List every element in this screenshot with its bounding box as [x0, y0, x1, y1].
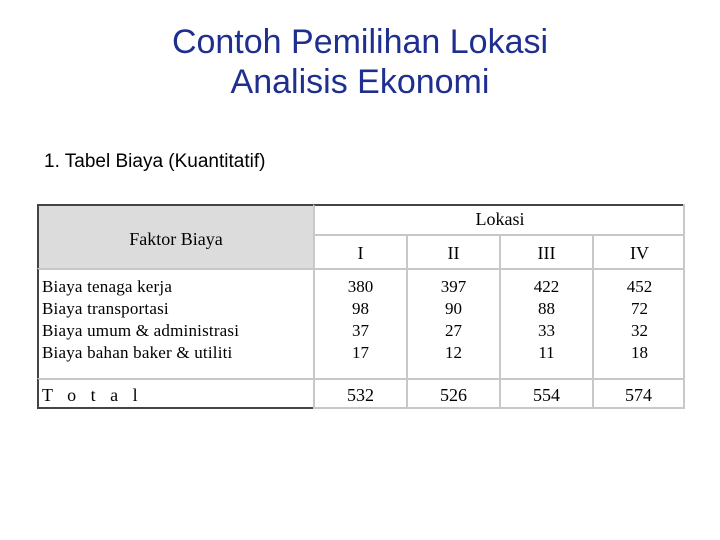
table-cell: 380 [347, 277, 374, 296]
row-label: Biaya umum & administrasi [42, 321, 240, 340]
row-label: Biaya tenaga kerja [42, 277, 173, 296]
location-label: I [357, 243, 364, 263]
total-label: T o t a l [42, 385, 143, 405]
slide-title [0, 22, 720, 102]
values-column-2 [406, 268, 499, 378]
slide-title-line-2: Analisis Ekonomi [230, 63, 490, 101]
location-label: II [447, 243, 460, 263]
row-label: Biaya transportasi [42, 299, 169, 318]
total-cell-2 [406, 378, 499, 409]
location-col-header-2 [406, 234, 499, 268]
location-col-header-3 [499, 234, 592, 268]
table-cell: 422 [533, 277, 560, 296]
total-value: 532 [347, 385, 374, 405]
table-cell: 98 [352, 299, 369, 318]
table-cell: 33 [538, 321, 555, 340]
table-cell: 90 [445, 299, 462, 318]
factor-header-cell [37, 204, 313, 268]
values-column-4 [592, 268, 685, 378]
table-cell: 32 [631, 321, 648, 340]
row-labels-cell [37, 268, 313, 378]
table-cell: 397 [440, 277, 467, 296]
location-header-cell [313, 204, 685, 234]
location-col-header-4 [592, 234, 685, 268]
table-cell: 37 [352, 321, 369, 340]
table-cell: 452 [626, 277, 653, 296]
row-label: Biaya bahan baker & utiliti [42, 343, 233, 362]
total-cell-1 [313, 378, 406, 409]
total-value: 526 [440, 385, 467, 405]
total-label-cell [37, 378, 313, 409]
table-cell: 12 [445, 343, 462, 362]
location-header: Lokasi [475, 209, 525, 229]
table-cell: 88 [538, 299, 555, 318]
total-cell-4 [592, 378, 685, 409]
total-value: 554 [533, 385, 560, 405]
cost-table [37, 204, 685, 409]
values-column-3 [499, 268, 592, 378]
table-cell: 72 [631, 299, 648, 318]
slide-title-line-1: Contoh Pemilihan Lokasi [171, 23, 549, 61]
table-cell: 11 [538, 343, 555, 362]
total-value: 574 [625, 385, 652, 405]
section-heading: 1. Tabel Biaya (Kuantitatif) [44, 151, 266, 172]
values-column-1 [313, 268, 406, 378]
total-cell-3 [499, 378, 592, 409]
table-cell: 18 [631, 343, 648, 362]
location-label: III [537, 243, 556, 263]
table-cell: 27 [445, 321, 462, 340]
location-label: IV [630, 243, 649, 263]
factor-header: Faktor Biaya [129, 229, 223, 249]
table-cell: 17 [352, 343, 369, 362]
location-col-header-1 [313, 234, 406, 268]
